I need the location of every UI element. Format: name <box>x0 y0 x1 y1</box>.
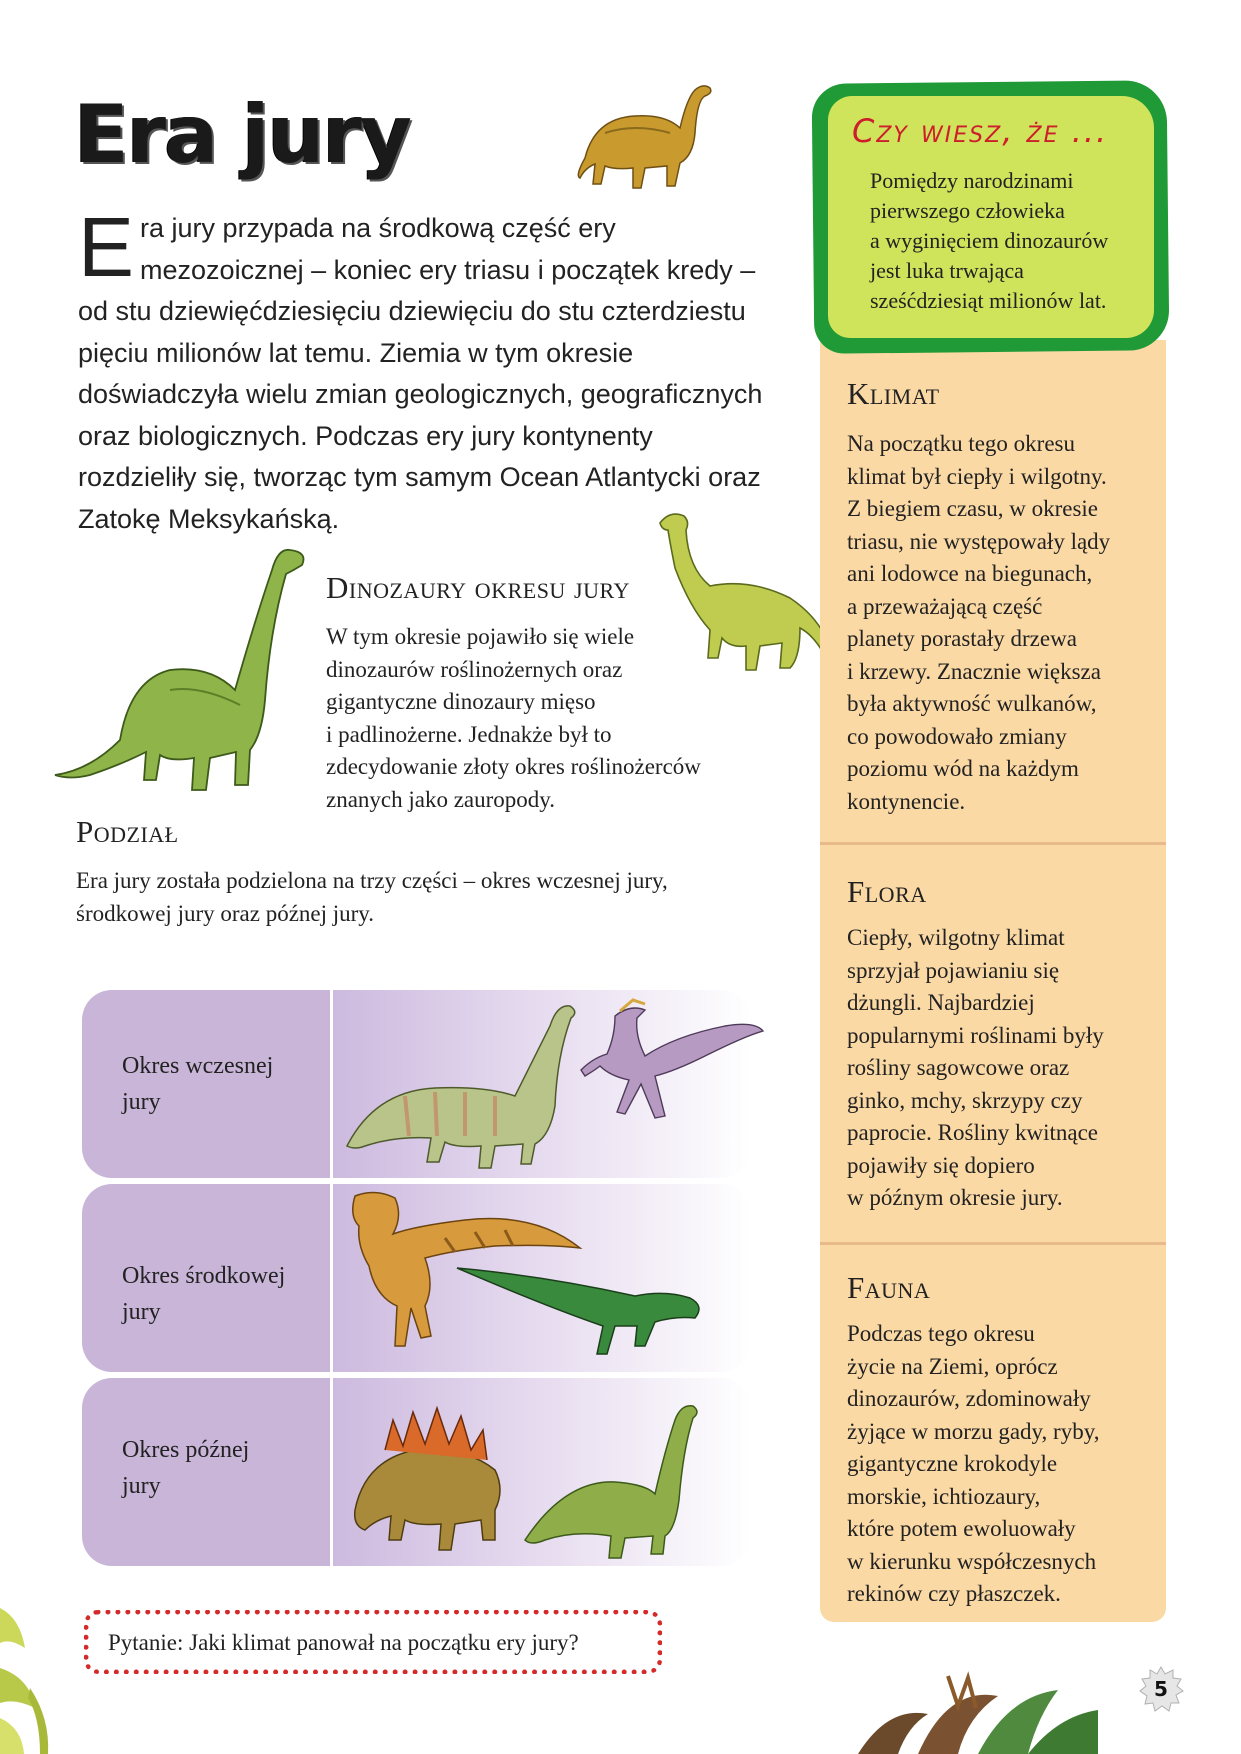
text-line: Na początku tego okresu <box>847 431 1076 456</box>
text-line: pojawiły się dopiero <box>847 1152 1035 1178</box>
brachiosaurus-illustration-left <box>50 540 310 800</box>
period-label-line: Okres środkowej <box>122 1263 286 1289</box>
text-line: gigantyczne dinozaury mięso <box>326 689 596 714</box>
text-line: W tym okresie pojawiło się wiele <box>326 624 635 649</box>
climate-heading: Klimat <box>847 376 940 411</box>
text-line: dinozaurów, zdominowały <box>847 1386 1091 1411</box>
text-line: Ciepły, wilgotny klimat <box>847 925 1065 950</box>
text-line: w późnym okresie jury. <box>847 1185 1063 1210</box>
early-jurassic-dinosaurs-illustration <box>345 996 765 1176</box>
text-line: w kierunku współczesnych <box>847 1548 1097 1574</box>
leaf-decoration-icon <box>0 1588 70 1754</box>
text-line: które potem ewoluowały <box>847 1516 1076 1541</box>
intro-text: ra jury przypada na środkową część ery mezozoicznej – koniec ery triasu i początek kredy – od stu dziewięćdziesięciu dziewięciu do stu czterdziestu pięciu milionów lat temu. Ziemia w tym okresie doświadczyła wielu zmian geologicznych, geograficznych oraz biologicznych. Podczas ery jury kontynenty rozdzieliły się, tworząc tym samym Ocean Atlantycki oraz Zatokę Meksykańską. <box>78 213 763 534</box>
period-label-early <box>122 1048 273 1120</box>
did-you-know-title: Czy wiesz, że ... <box>852 112 1109 150</box>
text-line: poziomu wód na każdym <box>847 756 1079 781</box>
text-line: ani lodowce na biegunach, <box>847 561 1093 586</box>
text-line: rekinów czy płaszczek. <box>847 1581 1061 1606</box>
dinosaurs-text <box>326 621 806 816</box>
fauna-text <box>847 1318 1157 1611</box>
text-line: popularnymi roślinami były <box>847 1022 1104 1048</box>
text-line: i krzewy. Znacznie większa <box>847 658 1101 684</box>
middle-jurassic-dinosaurs-illustration <box>345 1186 745 1370</box>
period-label-line: jury <box>122 1299 161 1325</box>
dinosaurs-heading: Dinozaury okresu jury <box>326 570 630 605</box>
panel-divider <box>820 842 1166 845</box>
text-line: gigantyczne krokodyle <box>847 1451 1058 1476</box>
text-line: znanych jako zauropody. <box>326 786 556 812</box>
period-label-line: jury <box>122 1473 161 1499</box>
text-line: i padlinożerne. Jednakże był to <box>326 721 612 747</box>
division-heading: Podział <box>76 814 179 849</box>
fauna-heading: Fauna <box>847 1270 931 1305</box>
text-line: co powodowało zmiany <box>847 723 1067 749</box>
text-line: triasu, nie występowały lądy <box>847 528 1111 554</box>
flora-heading: Flora <box>847 874 927 909</box>
text-line: rośliny sagowcowe oraz <box>847 1055 1070 1080</box>
question-text: Pytanie: Jaki klimat panował na początku ery jury? <box>108 1630 579 1655</box>
text-line: paprocie. Rośliny kwitnące <box>847 1120 1099 1145</box>
text-line: planety porastały drzewa <box>847 626 1077 651</box>
text-line: Podczas tego okresu <box>847 1321 1035 1346</box>
climate-text <box>847 428 1157 818</box>
period-label-late <box>122 1432 249 1504</box>
plant-decoration-icon <box>858 1666 1098 1754</box>
intro-paragraph <box>78 200 778 540</box>
text-line: a wyginięciem dinozaurów <box>870 228 1109 253</box>
text-line: Z biegiem czasu, w okresie <box>847 496 1098 521</box>
text-line: jest luka trwająca <box>870 258 1024 283</box>
page-title: Era jury <box>74 88 410 181</box>
text-line: dinozaurów roślinożernych oraz <box>326 656 623 682</box>
period-label-middle <box>122 1258 285 1330</box>
text-line: ginko, mchy, skrzypy czy <box>847 1087 1083 1113</box>
text-line: środkowej jury oraz późnej jury. <box>76 900 375 926</box>
text-line: dżungli. Najbardziej <box>847 990 1035 1015</box>
text-line: klimat był ciepły i wilgotny. <box>847 463 1107 489</box>
text-line: kontynencie. <box>847 788 966 814</box>
sauropod-illustration-top <box>575 78 725 190</box>
did-you-know-text <box>870 166 1140 316</box>
dropcap-letter: E <box>78 200 135 294</box>
text-line: morskie, ichtiozaury, <box>847 1483 1041 1509</box>
text-line: zdecydowanie złoty okres roślinożerców <box>326 754 701 779</box>
panel-divider <box>820 1242 1166 1245</box>
text-line: Pomiędzy narodzinami <box>870 168 1074 193</box>
flora-text <box>847 922 1157 1215</box>
text-line: pierwszego człowieka <box>870 198 1065 223</box>
page-number: 5 <box>1154 1677 1168 1701</box>
text-line: była aktywność wulkanów, <box>847 691 1097 716</box>
period-label-line: jury <box>122 1089 161 1115</box>
period-label-line: Okres późnej <box>122 1437 250 1463</box>
text-line: sprzyjał pojawianiu się <box>847 957 1060 983</box>
text-line: Era jury została podzielona na trzy części – okres wczesnej jury, <box>76 868 668 893</box>
text-line: sześćdziesiąt milionów lat. <box>870 288 1107 313</box>
text-line: żyjące w morzu gady, ryby, <box>847 1418 1100 1444</box>
period-label-line: Okres wczesnej <box>122 1053 274 1079</box>
division-text <box>76 865 796 930</box>
late-jurassic-dinosaurs-illustration <box>345 1390 745 1562</box>
text-line: a przeważającą część <box>847 593 1043 619</box>
text-line: życie na Ziemi, oprócz <box>847 1353 1058 1379</box>
